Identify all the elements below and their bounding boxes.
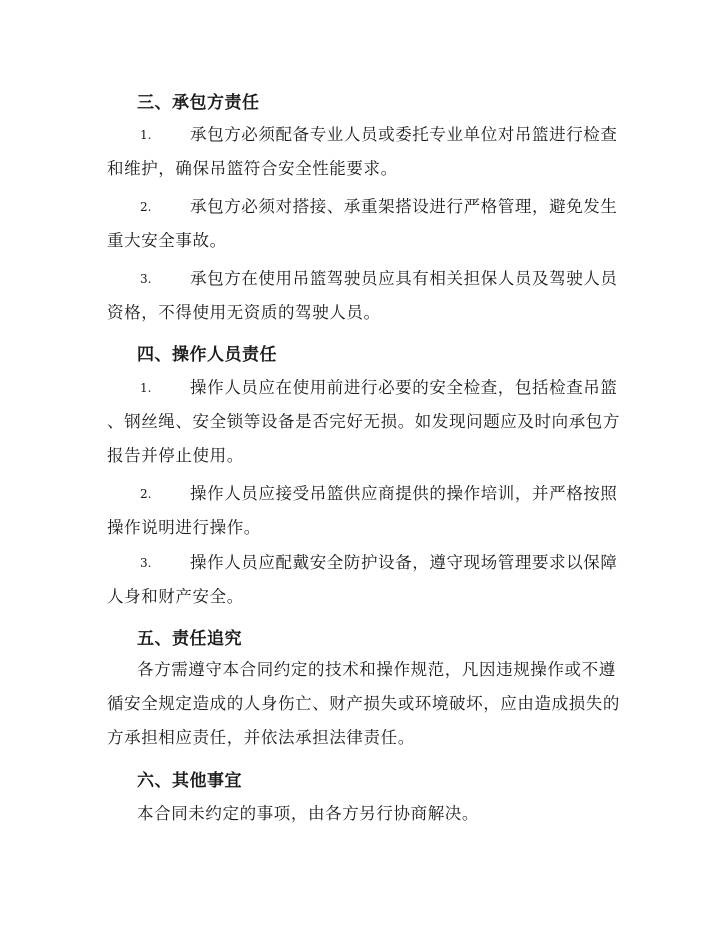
list-item	[107, 118, 637, 186]
item-text-line: 和维护，确保吊篮符合安全性能要求。	[107, 159, 398, 178]
list-item	[107, 371, 637, 473]
list-item	[107, 190, 637, 258]
paragraph-line: 本合同未约定的事项，由各方另行协商解决。	[137, 804, 479, 823]
item-number: 1.	[140, 128, 152, 142]
list-item	[107, 262, 637, 330]
paragraph-line: 各方需遵守本合同约定的技术和操作规范，凡因违规操作或不遵	[137, 660, 616, 679]
paragraph-line: 方承担相应责任，并依法承担法律责任。	[107, 728, 415, 747]
item-text-line: 人身和财产安全。	[107, 587, 244, 606]
item-number: 2.	[140, 200, 152, 214]
item-number: 2.	[140, 487, 152, 501]
item-text-line: 承包方在使用吊篮驾驶员应具有相关担保人员及驾驶人员	[190, 269, 618, 288]
item-text-line: 操作人员应配戴安全防护设备，遵守现场管理要求以保障	[190, 553, 618, 572]
paragraph	[107, 653, 637, 755]
paragraph-line: 循安全规定造成的人身伤亡、财产损失或环境破坏，应由造成损失的	[107, 694, 620, 713]
item-text-line: 承包方必须对搭接、承重架搭设进行严格管理，避免发生	[190, 197, 618, 216]
item-text-line: 、钢丝绳、安全锁等设备是否完好无损。如发现问题应及时向承包方	[107, 412, 620, 431]
item-text-line: 承包方必须配备专业人员或委托专业单位对吊篮进行检查	[190, 125, 618, 144]
item-text-line: 重大安全事故。	[107, 231, 227, 250]
paragraph	[107, 797, 637, 831]
item-number: 3.	[140, 272, 152, 286]
item-number: 3.	[140, 556, 152, 570]
item-text-line: 操作说明进行操作。	[107, 518, 261, 537]
list-item	[107, 546, 637, 614]
item-text-line: 资格，不得使用无资质的驾驶人员。	[107, 303, 381, 322]
item-text-line: 报告并停止使用。	[107, 446, 244, 465]
section-heading: 四、操作人员责任	[137, 345, 277, 365]
section-heading: 五、责任追究	[137, 629, 242, 649]
item-number: 1.	[140, 381, 152, 395]
item-text-line: 操作人员应在使用前进行必要的安全检查，包括检查吊篮	[190, 378, 618, 397]
list-item	[107, 477, 637, 545]
item-text-line: 操作人员应接受吊篮供应商提供的操作培训，并严格按照	[190, 484, 618, 503]
section-heading: 三、承包方责任	[137, 93, 260, 113]
section-heading: 六、其他事宜	[137, 771, 242, 791]
